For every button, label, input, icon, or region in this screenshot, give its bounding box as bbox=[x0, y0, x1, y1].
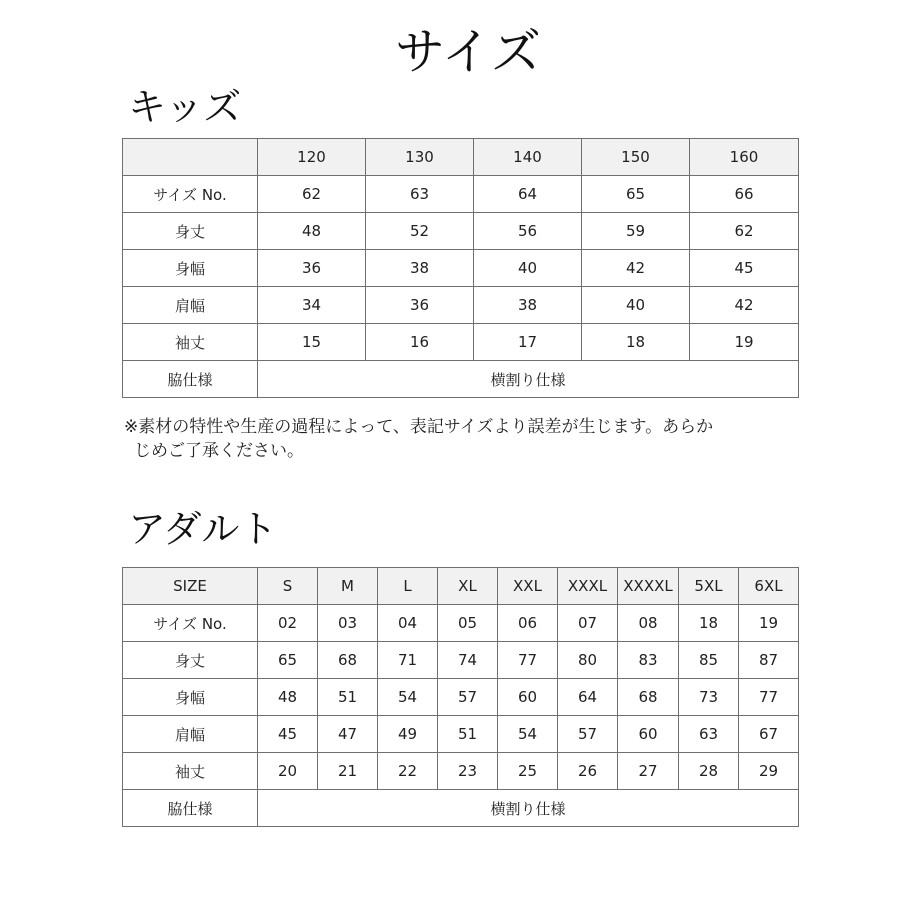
column-header: S bbox=[258, 568, 318, 605]
table-cell: 03 bbox=[318, 605, 378, 642]
table-cell: 77 bbox=[498, 642, 558, 679]
column-header: 6XL bbox=[739, 568, 799, 605]
kids-section-title: キッズ bbox=[128, 85, 242, 129]
column-header: 160 bbox=[690, 139, 799, 176]
table-cell: 47 bbox=[318, 716, 378, 753]
table-cell: 27 bbox=[618, 753, 679, 790]
table-cell: 07 bbox=[558, 605, 618, 642]
table-cell: 85 bbox=[679, 642, 739, 679]
column-header: SIZE bbox=[123, 568, 258, 605]
table-cell: 02 bbox=[258, 605, 318, 642]
table-cell: 15 bbox=[258, 324, 366, 361]
table-cell: 38 bbox=[474, 287, 582, 324]
table-cell: 45 bbox=[690, 250, 799, 287]
table-row bbox=[123, 679, 799, 716]
table-cell: 73 bbox=[679, 679, 739, 716]
table-cell: 87 bbox=[739, 642, 799, 679]
column-header bbox=[123, 139, 258, 176]
table-cell: 62 bbox=[258, 176, 366, 213]
table-cell: 71 bbox=[378, 642, 438, 679]
table-cell: 63 bbox=[679, 716, 739, 753]
column-header: XXL bbox=[498, 568, 558, 605]
table-cell: 64 bbox=[474, 176, 582, 213]
row-label: 袖丈 bbox=[123, 324, 258, 361]
table-cell: 38 bbox=[366, 250, 474, 287]
page-title: サイズ bbox=[395, 23, 541, 81]
table-cell: 77 bbox=[739, 679, 799, 716]
note-line-2: じめご了承ください。 bbox=[134, 441, 304, 461]
table-cell: 42 bbox=[690, 287, 799, 324]
table-row bbox=[123, 716, 799, 753]
table-cell: 19 bbox=[690, 324, 799, 361]
table-cell: 63 bbox=[366, 176, 474, 213]
table-cell: 54 bbox=[378, 679, 438, 716]
row-label: 袖丈 bbox=[123, 753, 258, 790]
table-cell: 16 bbox=[366, 324, 474, 361]
table-cell: 21 bbox=[318, 753, 378, 790]
table-cell: 19 bbox=[739, 605, 799, 642]
table-cell: 66 bbox=[690, 176, 799, 213]
table-row bbox=[123, 176, 799, 213]
table-cell: 04 bbox=[378, 605, 438, 642]
column-header: XXXL bbox=[558, 568, 618, 605]
table-cell: 51 bbox=[438, 716, 498, 753]
table-cell: 25 bbox=[498, 753, 558, 790]
adult-section-title: アダルト bbox=[128, 507, 278, 551]
row-label: 身幅 bbox=[123, 250, 258, 287]
table-cell: 17 bbox=[474, 324, 582, 361]
table-cell: 64 bbox=[558, 679, 618, 716]
table-cell: 48 bbox=[258, 679, 318, 716]
row-label: 肩幅 bbox=[123, 287, 258, 324]
table-cell: 05 bbox=[438, 605, 498, 642]
table-cell: 40 bbox=[474, 250, 582, 287]
row-label: サイズ No. bbox=[123, 176, 258, 213]
table-cell: 67 bbox=[739, 716, 799, 753]
table-cell: 22 bbox=[378, 753, 438, 790]
table-cell: 18 bbox=[582, 324, 690, 361]
column-header: XL bbox=[438, 568, 498, 605]
table-cell: 20 bbox=[258, 753, 318, 790]
table-cell: 08 bbox=[618, 605, 679, 642]
table-cell: 45 bbox=[258, 716, 318, 753]
table-cell: 60 bbox=[618, 716, 679, 753]
table-cell: 40 bbox=[582, 287, 690, 324]
table-cell: 48 bbox=[258, 213, 366, 250]
table-header-row bbox=[123, 139, 799, 176]
table-row bbox=[123, 213, 799, 250]
size-note bbox=[124, 415, 804, 463]
row-label: 身丈 bbox=[123, 213, 258, 250]
column-header: 120 bbox=[258, 139, 366, 176]
table-cell: 62 bbox=[690, 213, 799, 250]
side-spec-cell: 横割り仕様 bbox=[258, 790, 799, 827]
table-cell: 26 bbox=[558, 753, 618, 790]
table-cell: 18 bbox=[679, 605, 739, 642]
table-row bbox=[123, 250, 799, 287]
row-label: サイズ No. bbox=[123, 605, 258, 642]
table-cell: 51 bbox=[318, 679, 378, 716]
row-label: 肩幅 bbox=[123, 716, 258, 753]
table-row bbox=[123, 790, 799, 827]
table-cell: 57 bbox=[438, 679, 498, 716]
note-line-1: ※素材の特性や生産の過程によって、表記サイズより誤差が生じます。あらか bbox=[124, 417, 714, 437]
table-cell: 57 bbox=[558, 716, 618, 753]
table-cell: 49 bbox=[378, 716, 438, 753]
column-header: 5XL bbox=[679, 568, 739, 605]
table-row bbox=[123, 753, 799, 790]
column-header: 140 bbox=[474, 139, 582, 176]
row-label: 脇仕様 bbox=[123, 361, 258, 398]
adult-size-table bbox=[122, 567, 799, 827]
table-cell: 06 bbox=[498, 605, 558, 642]
column-header: L bbox=[378, 568, 438, 605]
table-cell: 59 bbox=[582, 213, 690, 250]
table-cell: 23 bbox=[438, 753, 498, 790]
column-header: XXXXL bbox=[618, 568, 679, 605]
table-row bbox=[123, 642, 799, 679]
table-row bbox=[123, 287, 799, 324]
column-header: M bbox=[318, 568, 378, 605]
kids-size-table bbox=[122, 138, 799, 398]
table-cell: 28 bbox=[679, 753, 739, 790]
table-header-row bbox=[123, 568, 799, 605]
table-cell: 56 bbox=[474, 213, 582, 250]
row-label: 身幅 bbox=[123, 679, 258, 716]
table-cell: 74 bbox=[438, 642, 498, 679]
table-cell: 36 bbox=[258, 250, 366, 287]
column-header: 150 bbox=[582, 139, 690, 176]
table-cell: 42 bbox=[582, 250, 690, 287]
table-cell: 68 bbox=[618, 679, 679, 716]
column-header: 130 bbox=[366, 139, 474, 176]
table-cell: 36 bbox=[366, 287, 474, 324]
table-row bbox=[123, 605, 799, 642]
row-label: 脇仕様 bbox=[123, 790, 258, 827]
table-cell: 54 bbox=[498, 716, 558, 753]
table-cell: 80 bbox=[558, 642, 618, 679]
side-spec-cell: 横割り仕様 bbox=[258, 361, 799, 398]
table-cell: 65 bbox=[582, 176, 690, 213]
table-cell: 34 bbox=[258, 287, 366, 324]
table-cell: 52 bbox=[366, 213, 474, 250]
row-label: 身丈 bbox=[123, 642, 258, 679]
table-cell: 68 bbox=[318, 642, 378, 679]
table-cell: 60 bbox=[498, 679, 558, 716]
table-cell: 65 bbox=[258, 642, 318, 679]
table-row bbox=[123, 361, 799, 398]
table-cell: 83 bbox=[618, 642, 679, 679]
table-row bbox=[123, 324, 799, 361]
table-cell: 29 bbox=[739, 753, 799, 790]
